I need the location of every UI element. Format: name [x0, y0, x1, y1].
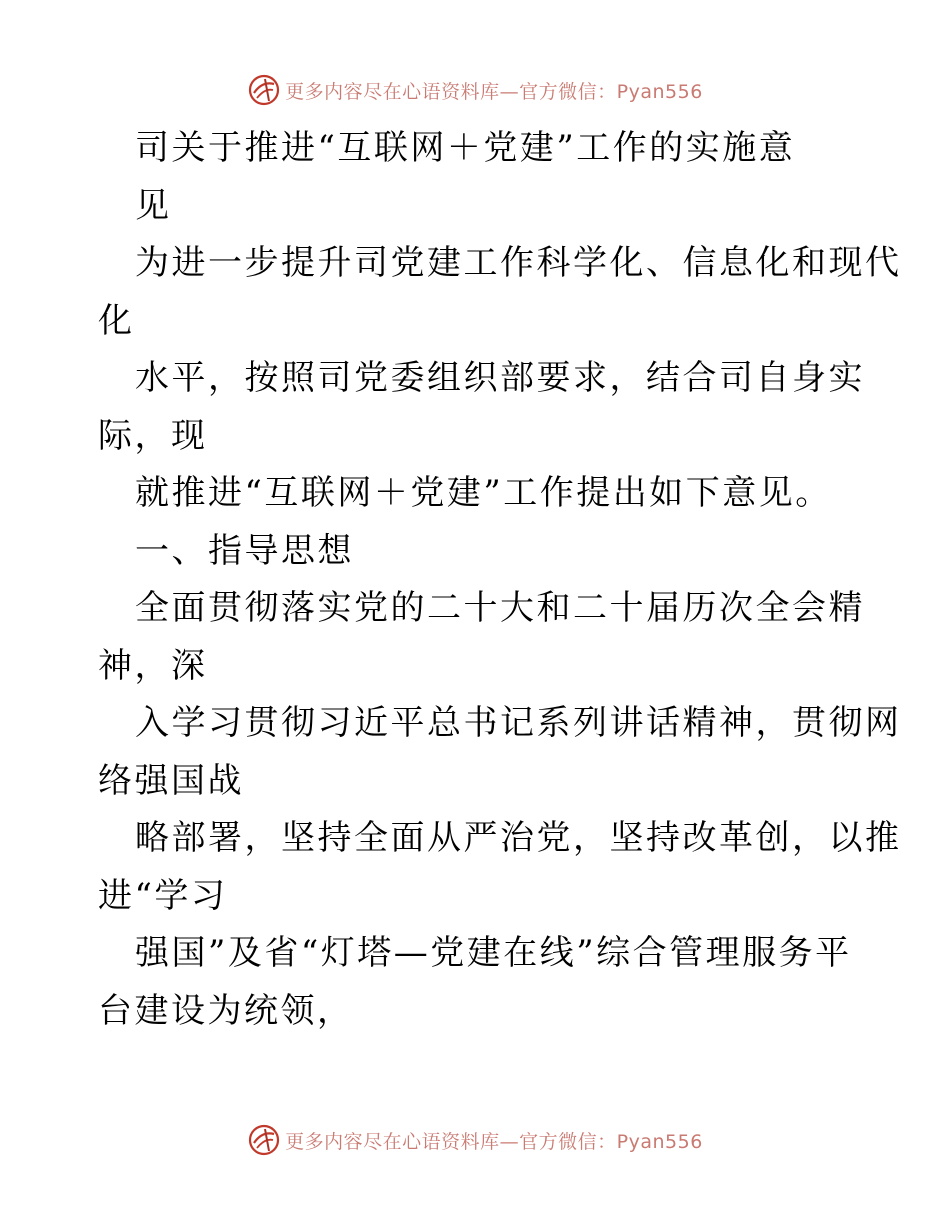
paragraph-line: 见: [135, 185, 172, 226]
paragraph-line: 为进一步提升司党建工作科学化、信息化和现代: [135, 243, 902, 283]
paragraph-line: 水平，按照司党委组织部要求，结合司自身实: [135, 358, 865, 398]
watermark-logo-icon: [247, 1123, 281, 1157]
paragraph-line: 就推进“互联网＋党建”工作提出如下意见。: [135, 473, 832, 513]
paragraph-line: 台建设为统领，: [98, 990, 354, 1031]
section-heading: 一、指导思想: [135, 530, 354, 571]
watermark-wechat-id: Pyan556: [616, 1130, 703, 1153]
paragraph-line: 全面贯彻落实党的二十大和二十届历次全会精: [135, 588, 865, 628]
watermark-top: [0, 70, 950, 110]
paragraph-line: 强国”及省“灯塔—党建在线”综合管理服务平: [135, 933, 852, 973]
watermark-wechat-id: Pyan556: [616, 80, 703, 103]
watermark-logo-icon: [247, 73, 281, 107]
paragraph-line: 进“学习: [98, 875, 228, 916]
watermark-text: [285, 1127, 703, 1154]
watermark-label: 更多内容尽在心语资料库—官方微信：: [285, 1130, 617, 1153]
paragraph-line: 略部署，坚持全面从严治党，坚持改革创，以推: [135, 818, 902, 858]
paragraph-line: 入学习贯彻习近平总书记系列讲话精神，贯彻网: [135, 703, 902, 743]
paragraph-line: 络强国战: [98, 760, 244, 801]
paragraph-line: 司关于推进“互联网＋党建”工作的实施意: [135, 128, 796, 168]
paragraph-line: 化: [98, 300, 135, 341]
paragraph-line: 际，现: [98, 415, 208, 456]
watermark-bottom: [0, 1120, 950, 1160]
document-body: [98, 120, 902, 1040]
watermark-text: [285, 77, 703, 104]
watermark-label: 更多内容尽在心语资料库—官方微信：: [285, 80, 617, 103]
paragraph-line: 神，深: [98, 645, 208, 686]
